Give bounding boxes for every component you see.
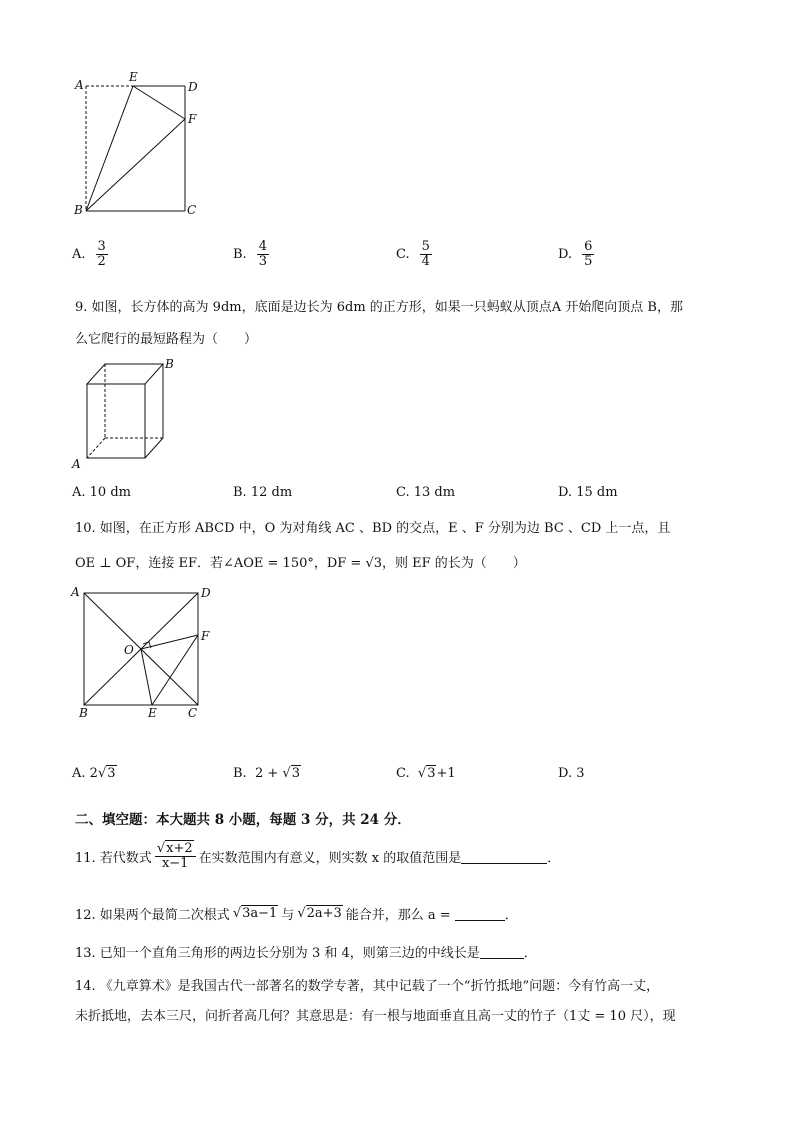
section-heading: 二、填空题：本大题共 8 小题，每题 3 分，共 24 分． bbox=[75, 812, 411, 828]
label-F: F bbox=[188, 112, 197, 126]
label-E: E bbox=[129, 70, 138, 84]
label-A: A bbox=[72, 457, 81, 471]
label-A: A bbox=[75, 78, 84, 92]
label-E: E bbox=[148, 706, 157, 720]
q11: 11. 若代数式 $\frac{√x+2}{x-1}$ 在实数范围内有意义，则实数 x 的取值范围是 ． bbox=[75, 841, 561, 871]
label-B: B bbox=[74, 203, 83, 217]
figure-q10 bbox=[68, 582, 218, 722]
q14-line-1: 14. 《九章算术》是我国古代一部著名的数学专著，其中记载了一个“折竹抵地”问题：今有竹高一丈， bbox=[75, 979, 660, 994]
answer-blank[interactable] bbox=[480, 944, 524, 959]
q8-option-a: A. $\frac{3}{2}$ bbox=[72, 239, 106, 269]
q10-option-d: D. 3 bbox=[558, 766, 585, 781]
q8-option-b: B. $\frac{4}{3}$ bbox=[233, 239, 267, 269]
q8-option-c: C. $\frac{5}{4}$ bbox=[396, 239, 430, 269]
q9-line-2: 么它爬行的最短路程为（ ） bbox=[75, 332, 258, 347]
q10-line-2: OE ⊥ OF，连接 EF．若∠AOE = 150°，DF = √3，则 EF 的长为（ ） bbox=[75, 556, 526, 571]
q9-line-1: 9. 如图，长方体的高为 9dm，底面是边长为 6dm 的正方形，如果一只蚂蚁从顶点A 开始爬向顶点 B，那 bbox=[75, 300, 683, 315]
label-C: C bbox=[188, 706, 198, 720]
q9-option-c: C. 13 dm bbox=[396, 485, 456, 500]
q9-option-b: B. 12 dm bbox=[233, 485, 293, 500]
label-D: D bbox=[201, 586, 211, 600]
label-F: F bbox=[201, 629, 210, 643]
label-A: A bbox=[71, 585, 80, 599]
q14-line-2: 未折抵地，去本三尺，问折者高几何？其意思是：有一根与地面垂直且高一丈的竹子（1丈 = 10 尺），现 bbox=[75, 1009, 676, 1024]
q13: 13. 已知一个直角三角形的两边长分别为 3 和 4，则第三边的中线长是 ． bbox=[75, 946, 537, 961]
label-B: B bbox=[165, 357, 174, 371]
q9-option-d: D. 15 dm bbox=[558, 485, 618, 500]
q10-option-b: B. 2 + √3 bbox=[233, 766, 300, 781]
q10-option-a: A. 2 √3 bbox=[72, 766, 116, 781]
label-B: B bbox=[79, 706, 88, 720]
label-O: O bbox=[124, 643, 134, 657]
label-C: C bbox=[187, 203, 197, 217]
q8-option-d: D. $\frac{6}{5}$ bbox=[558, 239, 593, 269]
label-D: D bbox=[188, 80, 198, 94]
q9-option-a: A. 10 dm bbox=[72, 485, 131, 500]
q10-line-1: 10. 如图，在正方形 ABCD 中，O 为对角线 AC 、BD 的交点，E 、F 分别为边 BC 、CD 上一点，且 bbox=[75, 521, 671, 536]
figure-q8 bbox=[70, 68, 210, 223]
answer-blank[interactable] bbox=[455, 906, 505, 921]
q10-option-c: C. √3 +1 bbox=[396, 766, 456, 781]
q12: 12. 如果两个最简二次根式 √3a−1 与 √2a+3 能合并，那么 a = ． bbox=[75, 906, 518, 923]
figure-q9 bbox=[70, 352, 190, 472]
answer-blank[interactable] bbox=[461, 849, 547, 864]
